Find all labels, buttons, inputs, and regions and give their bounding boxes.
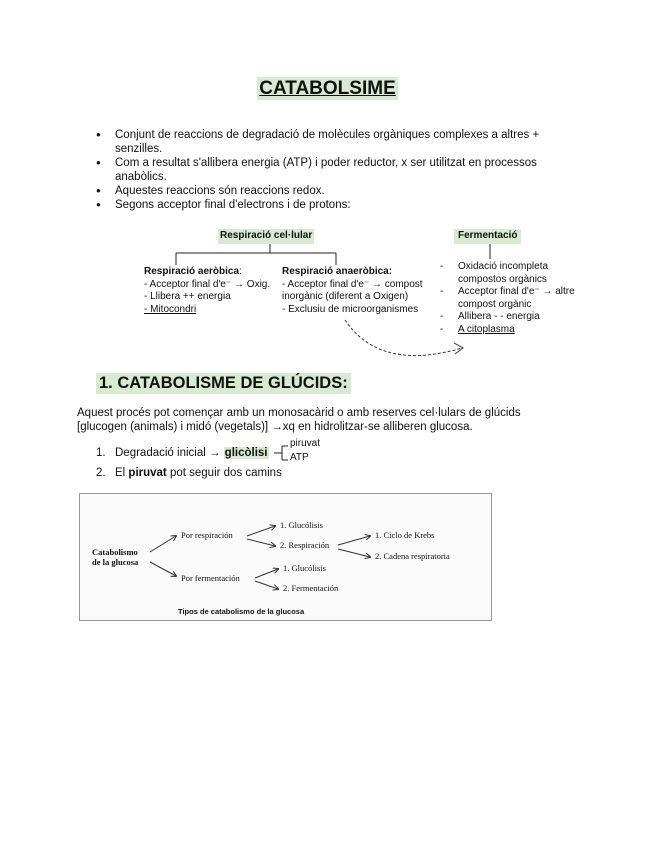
- item-prefix: Degradació inicial →: [115, 447, 224, 459]
- item-suffix: pot seguir dos camins: [166, 467, 282, 479]
- por-fermentacion-label: Por fermentación: [181, 573, 240, 583]
- figure-caption: Tipos de catabolismo de la glucosa: [178, 607, 305, 616]
- resp-glucolisis-label: 1. Glucólisis: [280, 520, 323, 530]
- numbered-item: [96, 466, 426, 480]
- ferm-glucolisis-label: 1. Glucólisis: [283, 563, 326, 573]
- page-title: [0, 78, 655, 100]
- intro-bullet-list: [96, 128, 566, 212]
- item-number: 2.: [96, 467, 106, 479]
- aerobica-heading: [144, 266, 284, 279]
- por-respiracion-label: Por respiración: [181, 530, 233, 540]
- respiracio-title: Respiració cel·lular: [218, 229, 314, 244]
- page-title-text: CATABOLSIME: [259, 78, 396, 99]
- aerobica-item: - Llibera ++ energia: [144, 291, 231, 302]
- paragraph-line: Aquest procés pot començar amb un monosacàrid o amb reserves cel·lulars de glúcids: [77, 407, 521, 419]
- aerobica-item: - Mitocondri: [144, 303, 197, 315]
- numbered-item: [96, 446, 426, 460]
- item-number: 1.: [96, 447, 106, 459]
- branch-label-bottom: ATP: [290, 452, 309, 463]
- fermentacio-item: - Allibera - - energia: [440, 311, 540, 322]
- paragraph-line: [glucogen (animals) i midó (vegetals)] →xq en hidrolitzar-se alliberen glucosa.: [77, 421, 473, 433]
- fermentacio-block: [440, 261, 590, 336]
- item-bold-term: piruvat: [128, 467, 167, 479]
- anaerobica-item: - Exclusiu de microorganismes: [282, 303, 419, 315]
- branch-label-top: piruvat: [290, 438, 321, 449]
- section-paragraph: [77, 406, 577, 434]
- anaerobica-block: [282, 266, 442, 316]
- bullet-item: ● Com a resultat s'allibera energia (ATP) i poder reductor, x ser utilitzat en processos anabòlics.: [96, 156, 566, 184]
- aerobica-colon: :: [239, 266, 242, 277]
- resp-respiracion-label: 2. Respiración: [280, 540, 330, 550]
- fermentacio-item: compost orgànic: [458, 298, 532, 310]
- bullet-item: ● Segons acceptor final d'electrons i de protons:: [96, 198, 566, 212]
- fermentacio-item: - Acceptor final d'e⁻ → altre: [440, 286, 575, 297]
- fermentacio-item: - Oxidació incompleta: [440, 261, 549, 272]
- catabolism-figure: [79, 493, 492, 621]
- anaerobica-item: inorgànic (diferent a Oxigen): [282, 291, 409, 302]
- anaerobica-title: Respiració anaeròbica:: [282, 266, 393, 277]
- figure-root-label: Catabolismo de la glucosa: [92, 547, 139, 567]
- fermentacio-item: compostos orgànics: [458, 273, 547, 285]
- aerobica-block: [144, 266, 284, 316]
- cadena-respiratoria-label: 2. Cadena respiratoria: [375, 551, 450, 561]
- section-heading: 1. CATABOLISME DE GLÚCIDS:: [96, 373, 351, 394]
- aerobica-title: Respiració aeròbica: [144, 266, 240, 277]
- fermentacio-title: Fermentació: [454, 229, 521, 244]
- fermentacio-item: - A citoplasma: [440, 323, 515, 335]
- bullet-item: ● Conjunt de reaccions de degradació de molècules orgàniques complexes a altres + senzilles.: [96, 128, 566, 156]
- item-bold-term: glicòlisi: [224, 447, 268, 459]
- ciclo-krebs-label: 1. Ciclo de Krebs: [375, 530, 435, 540]
- item-prefix: El: [115, 467, 129, 479]
- anaerobica-item: - Acceptor final d'e⁻ → compost: [282, 278, 423, 290]
- ferm-fermentacion-label: 2. Fermentación: [283, 583, 339, 593]
- bullet-item: ● Aquestes reaccions són reaccions redox.: [96, 184, 566, 198]
- aerobica-item: - Acceptor final d'e⁻ → Oxig.: [144, 278, 271, 290]
